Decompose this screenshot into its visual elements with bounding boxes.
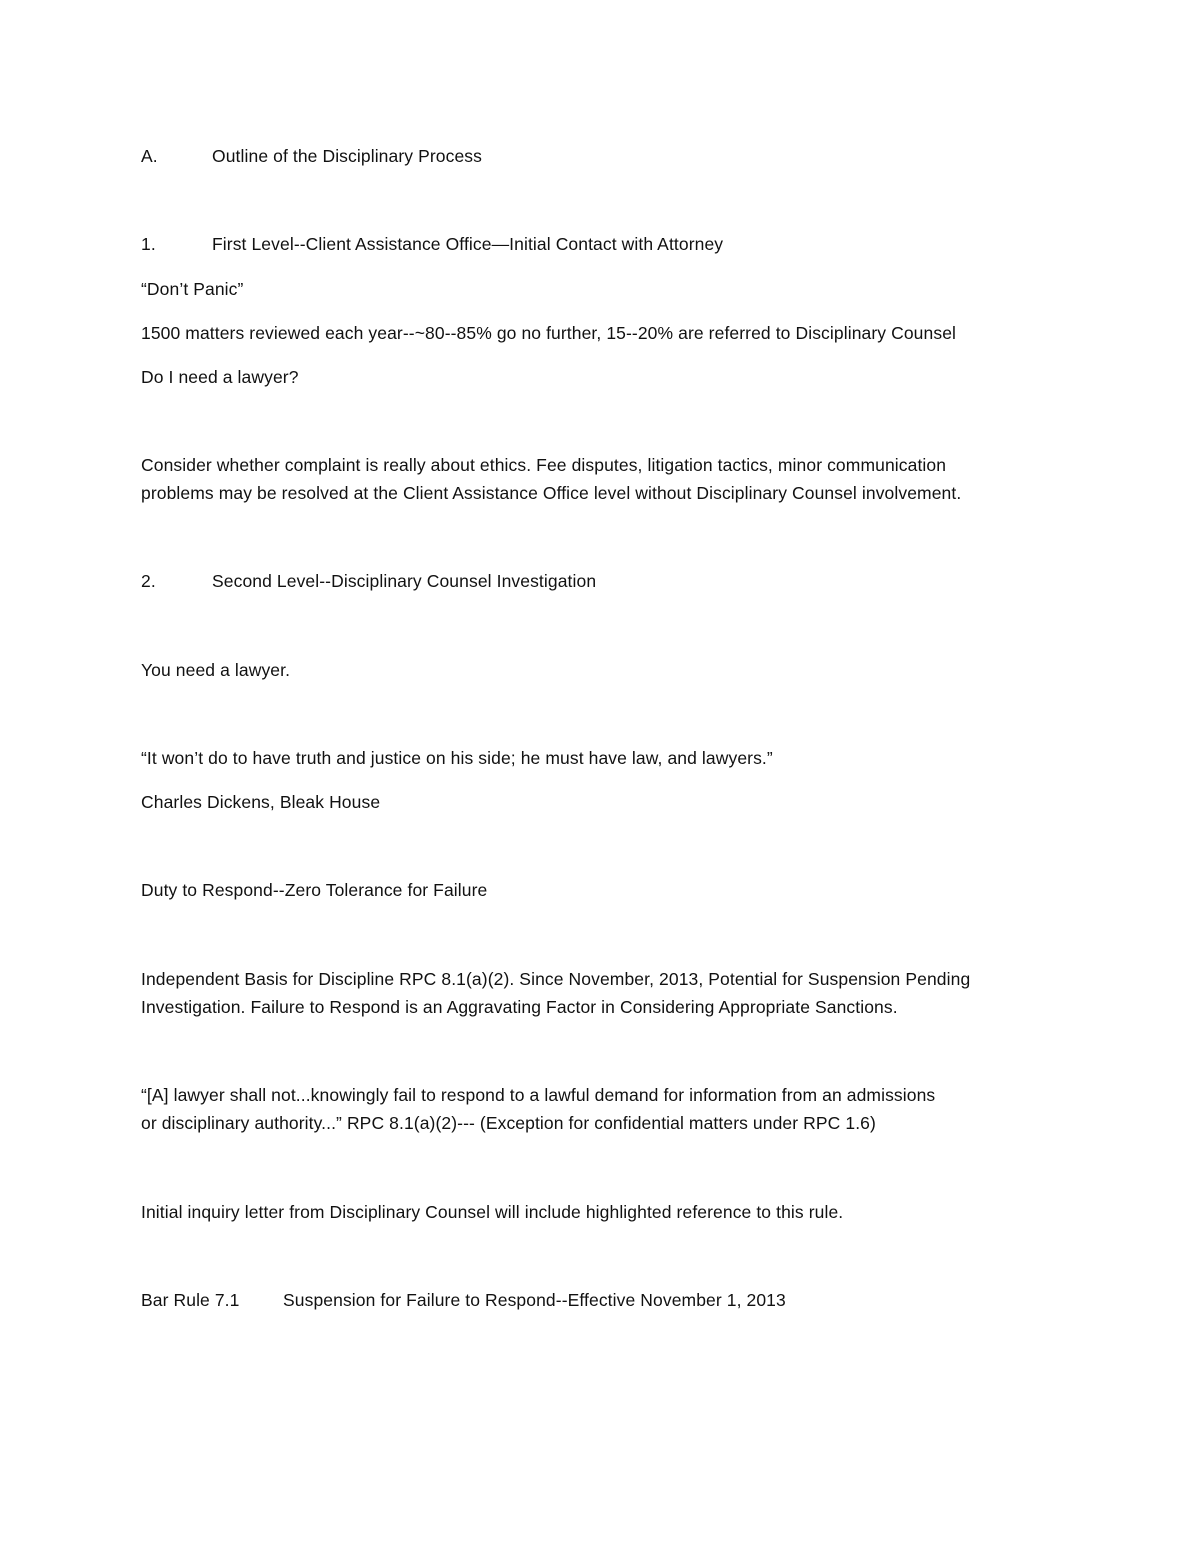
basis-paragraph-line-2: Investigation. Failure to Respond is an Aggravating Factor in Considering Appropriate Sanctions. bbox=[141, 997, 898, 1017]
dont-panic-quote: “Don’t Panic” bbox=[141, 279, 244, 299]
level-2-marker: 2. bbox=[141, 571, 156, 591]
level-2-title: Second Level--Disciplinary Counsel Investigation bbox=[212, 571, 597, 591]
inquiry-letter-note: Initial inquiry letter from Disciplinary Counsel will include highlighted reference to this rule. bbox=[141, 1202, 844, 1222]
section-a-heading bbox=[141, 145, 482, 167]
section-a-title: Outline of the Disciplinary Process bbox=[212, 146, 482, 166]
consider-paragraph-line-1: Consider whether complaint is really about ethics. Fee disputes, litigation tactics, minor communication bbox=[141, 455, 947, 475]
matters-stats: 1500 matters reviewed each year--~80--85% go no further, 15--20% are referred to Disciplinary Counsel bbox=[141, 323, 957, 343]
level-2-heading bbox=[141, 570, 596, 592]
bar-rule-label: Bar Rule 7.1 bbox=[141, 1290, 240, 1310]
consider-paragraph-line-2: problems may be resolved at the Client Assistance Office level without Disciplinary Counsel involvement. bbox=[141, 483, 962, 503]
bar-rule-heading bbox=[141, 1289, 786, 1311]
duty-to-respond: Duty to Respond--Zero Tolerance for Failure bbox=[141, 880, 488, 900]
rule-quote-line-2: or disciplinary authority...” RPC 8.1(a)(2)--- (Exception for confidential matters under RPC 1.6) bbox=[141, 1113, 876, 1133]
level-1-marker: 1. bbox=[141, 234, 156, 254]
level-1-heading bbox=[141, 233, 723, 255]
section-a-marker: A. bbox=[141, 146, 158, 166]
level-1-title: First Level--Client Assistance Office—Initial Contact with Attorney bbox=[212, 234, 724, 254]
rule-quote-line-1: “[A] lawyer shall not...knowingly fail to respond to a lawful demand for information from an admissions bbox=[141, 1085, 936, 1105]
quote-attribution: Charles Dickens, Bleak House bbox=[141, 792, 381, 812]
bar-rule-title: Suspension for Failure to Respond--Effective November 1, 2013 bbox=[283, 1290, 786, 1310]
basis-paragraph-line-1: Independent Basis for Discipline RPC 8.1(a)(2). Since November, 2013, Potential for Suspension Pending bbox=[141, 969, 971, 989]
need-lawyer-question: Do I need a lawyer? bbox=[141, 367, 299, 387]
dickens-quote: “It won’t do to have truth and justice on his side; he must have law, and lawyers.” bbox=[141, 748, 773, 768]
you-need-lawyer: You need a lawyer. bbox=[141, 660, 291, 680]
